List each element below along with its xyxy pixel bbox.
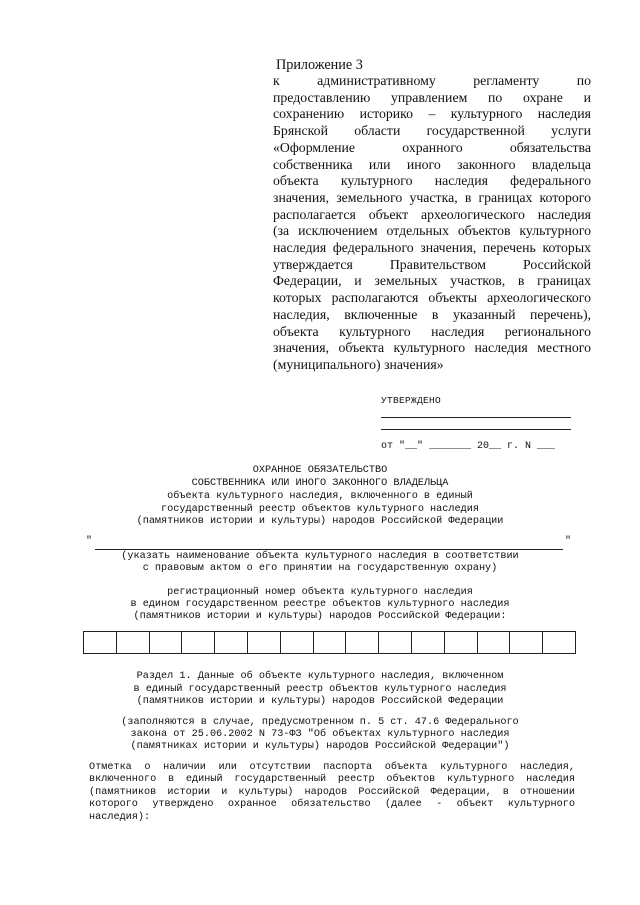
appendix-line: сохранению историко – культурного наследия — [273, 106, 591, 122]
appendix-line: которых располагаются объекты археологического — [273, 290, 591, 306]
object-name-hint: с правовым актом о его принятии на государственную охрану) — [142, 563, 498, 574]
close-quote: " — [565, 536, 572, 547]
open-quote: " — [86, 536, 93, 547]
signature-line — [381, 429, 571, 430]
object-name-field[interactable] — [95, 549, 563, 550]
registration-digit-cell[interactable] — [150, 632, 183, 653]
appendix-line: утверждается Правительством Российской — [273, 256, 591, 272]
section-note: (памятниках истории и культуры) народов Российской Федерации") — [130, 741, 510, 752]
paragraph-line: (памятников истории и культуры) народов Российской Федерации, в отношении — [89, 786, 575, 798]
registration-digit-cell[interactable] — [412, 632, 445, 653]
appendix-line: наследия федерального значения, перечень которых — [273, 240, 591, 256]
appendix-title: Приложение 3 — [276, 57, 363, 73]
appendix-line: объекта культурного наследия регионального — [273, 323, 591, 339]
document-subtitle-line: государственный реестр объектов культурного наследия — [161, 504, 479, 515]
appendix-line: наследия, включенные в указанный перечень), — [273, 306, 591, 322]
document-subtitle-line: объекта культурного наследия, включенного в единый — [167, 491, 473, 502]
paragraph-line: которого утверждено охранное обязательство (далее - объект культурного — [89, 799, 575, 811]
section-heading-line: (памятников истории и культуры) народов Российской Федерации — [136, 696, 504, 707]
registration-digit-cell[interactable] — [281, 632, 314, 653]
appendix-line: значения, объекта культурного наследия местного — [273, 340, 591, 356]
appendix-line: собственника или иного законного владельца — [273, 156, 591, 172]
paragraph-line: Отметка о наличии или отсутствии паспорта объекта культурного наследия, — [89, 762, 575, 773]
registration-digit-cell[interactable] — [314, 632, 347, 653]
registration-caption: регистрационный номер объекта культурного наследия — [167, 587, 473, 598]
registration-digit-cell[interactable] — [117, 632, 150, 653]
document-title: ОХРАННОЕ ОБЯЗАТЕЛЬСТВО — [252, 465, 388, 476]
registration-digit-cell[interactable] — [379, 632, 412, 653]
registration-digit-cell[interactable] — [478, 632, 511, 653]
section-heading: Раздел 1. Данные об объекте культурного наследия, включенном — [136, 671, 504, 682]
section-note: закона от 25.06.2002 N 73-ФЗ "Об объектах культурного наследия — [130, 729, 510, 740]
signature-line — [381, 417, 571, 418]
appendix-line: «Оформление охранного обязательства — [273, 139, 591, 155]
document-title-line: СОБСТВЕННИКА ИЛИ ИНОГО ЗАКОННОГО ВЛАДЕЛЬЦА — [191, 478, 449, 489]
registration-digit-cell[interactable] — [248, 632, 281, 653]
approval-date-line: от "__" _______ 20__ г. N ___ — [381, 441, 556, 452]
registration-digit-cell[interactable] — [182, 632, 215, 653]
appendix-line: (за исключением отдельных объектов культурного — [273, 223, 591, 239]
document-subtitle-line: (памятников истории и культуры) народов Российской Федерации — [136, 516, 504, 527]
section-heading-line: в единый государственный реестр объектов культурного наследия — [133, 684, 507, 695]
appendix-line: к административному регламенту по — [273, 73, 591, 88]
appendix-line: Брянской области государственной услуги — [273, 123, 591, 139]
registration-caption: в едином государственном реестре объектов культурного наследия — [130, 599, 510, 610]
appendix-line: (муниципального) значения» — [273, 356, 444, 372]
appendix-line: Федерации, и земельных участков, в границах — [273, 273, 591, 289]
registration-caption: (памятников истории и культуры) народов Российской Федерации: — [133, 611, 507, 622]
registration-digit-cell[interactable] — [84, 632, 117, 653]
object-name-hint: (указать наименование объекта культурного наследия в соответствии — [121, 551, 519, 562]
appendix-line: предоставлению управлением по охране и — [273, 89, 591, 105]
appendix-line: объекта культурного наследия федерального — [273, 173, 591, 189]
registration-number-grid — [83, 631, 576, 654]
registration-digit-cell[interactable] — [346, 632, 379, 653]
appendix-line: значения, земельного участка, в границах которого — [273, 189, 591, 205]
appendix-text — [273, 73, 591, 374]
paragraph-line: наследия): — [89, 811, 151, 823]
registration-digit-cell[interactable] — [215, 632, 248, 653]
passport-paragraph — [89, 762, 575, 824]
section-note: (заполняются в случае, предусмотренном п. 5 ст. 47.6 Федерального — [121, 717, 519, 728]
approval-heading: УТВЕРЖДЕНО — [381, 395, 442, 406]
registration-digit-cell[interactable] — [543, 632, 575, 653]
registration-digit-cell[interactable] — [445, 632, 478, 653]
appendix-line: располагается объект археологического наследия — [273, 206, 591, 222]
registration-digit-cell[interactable] — [510, 632, 543, 653]
paragraph-line: включенного в единый государственный реестр объектов культурного наследия — [89, 774, 575, 786]
